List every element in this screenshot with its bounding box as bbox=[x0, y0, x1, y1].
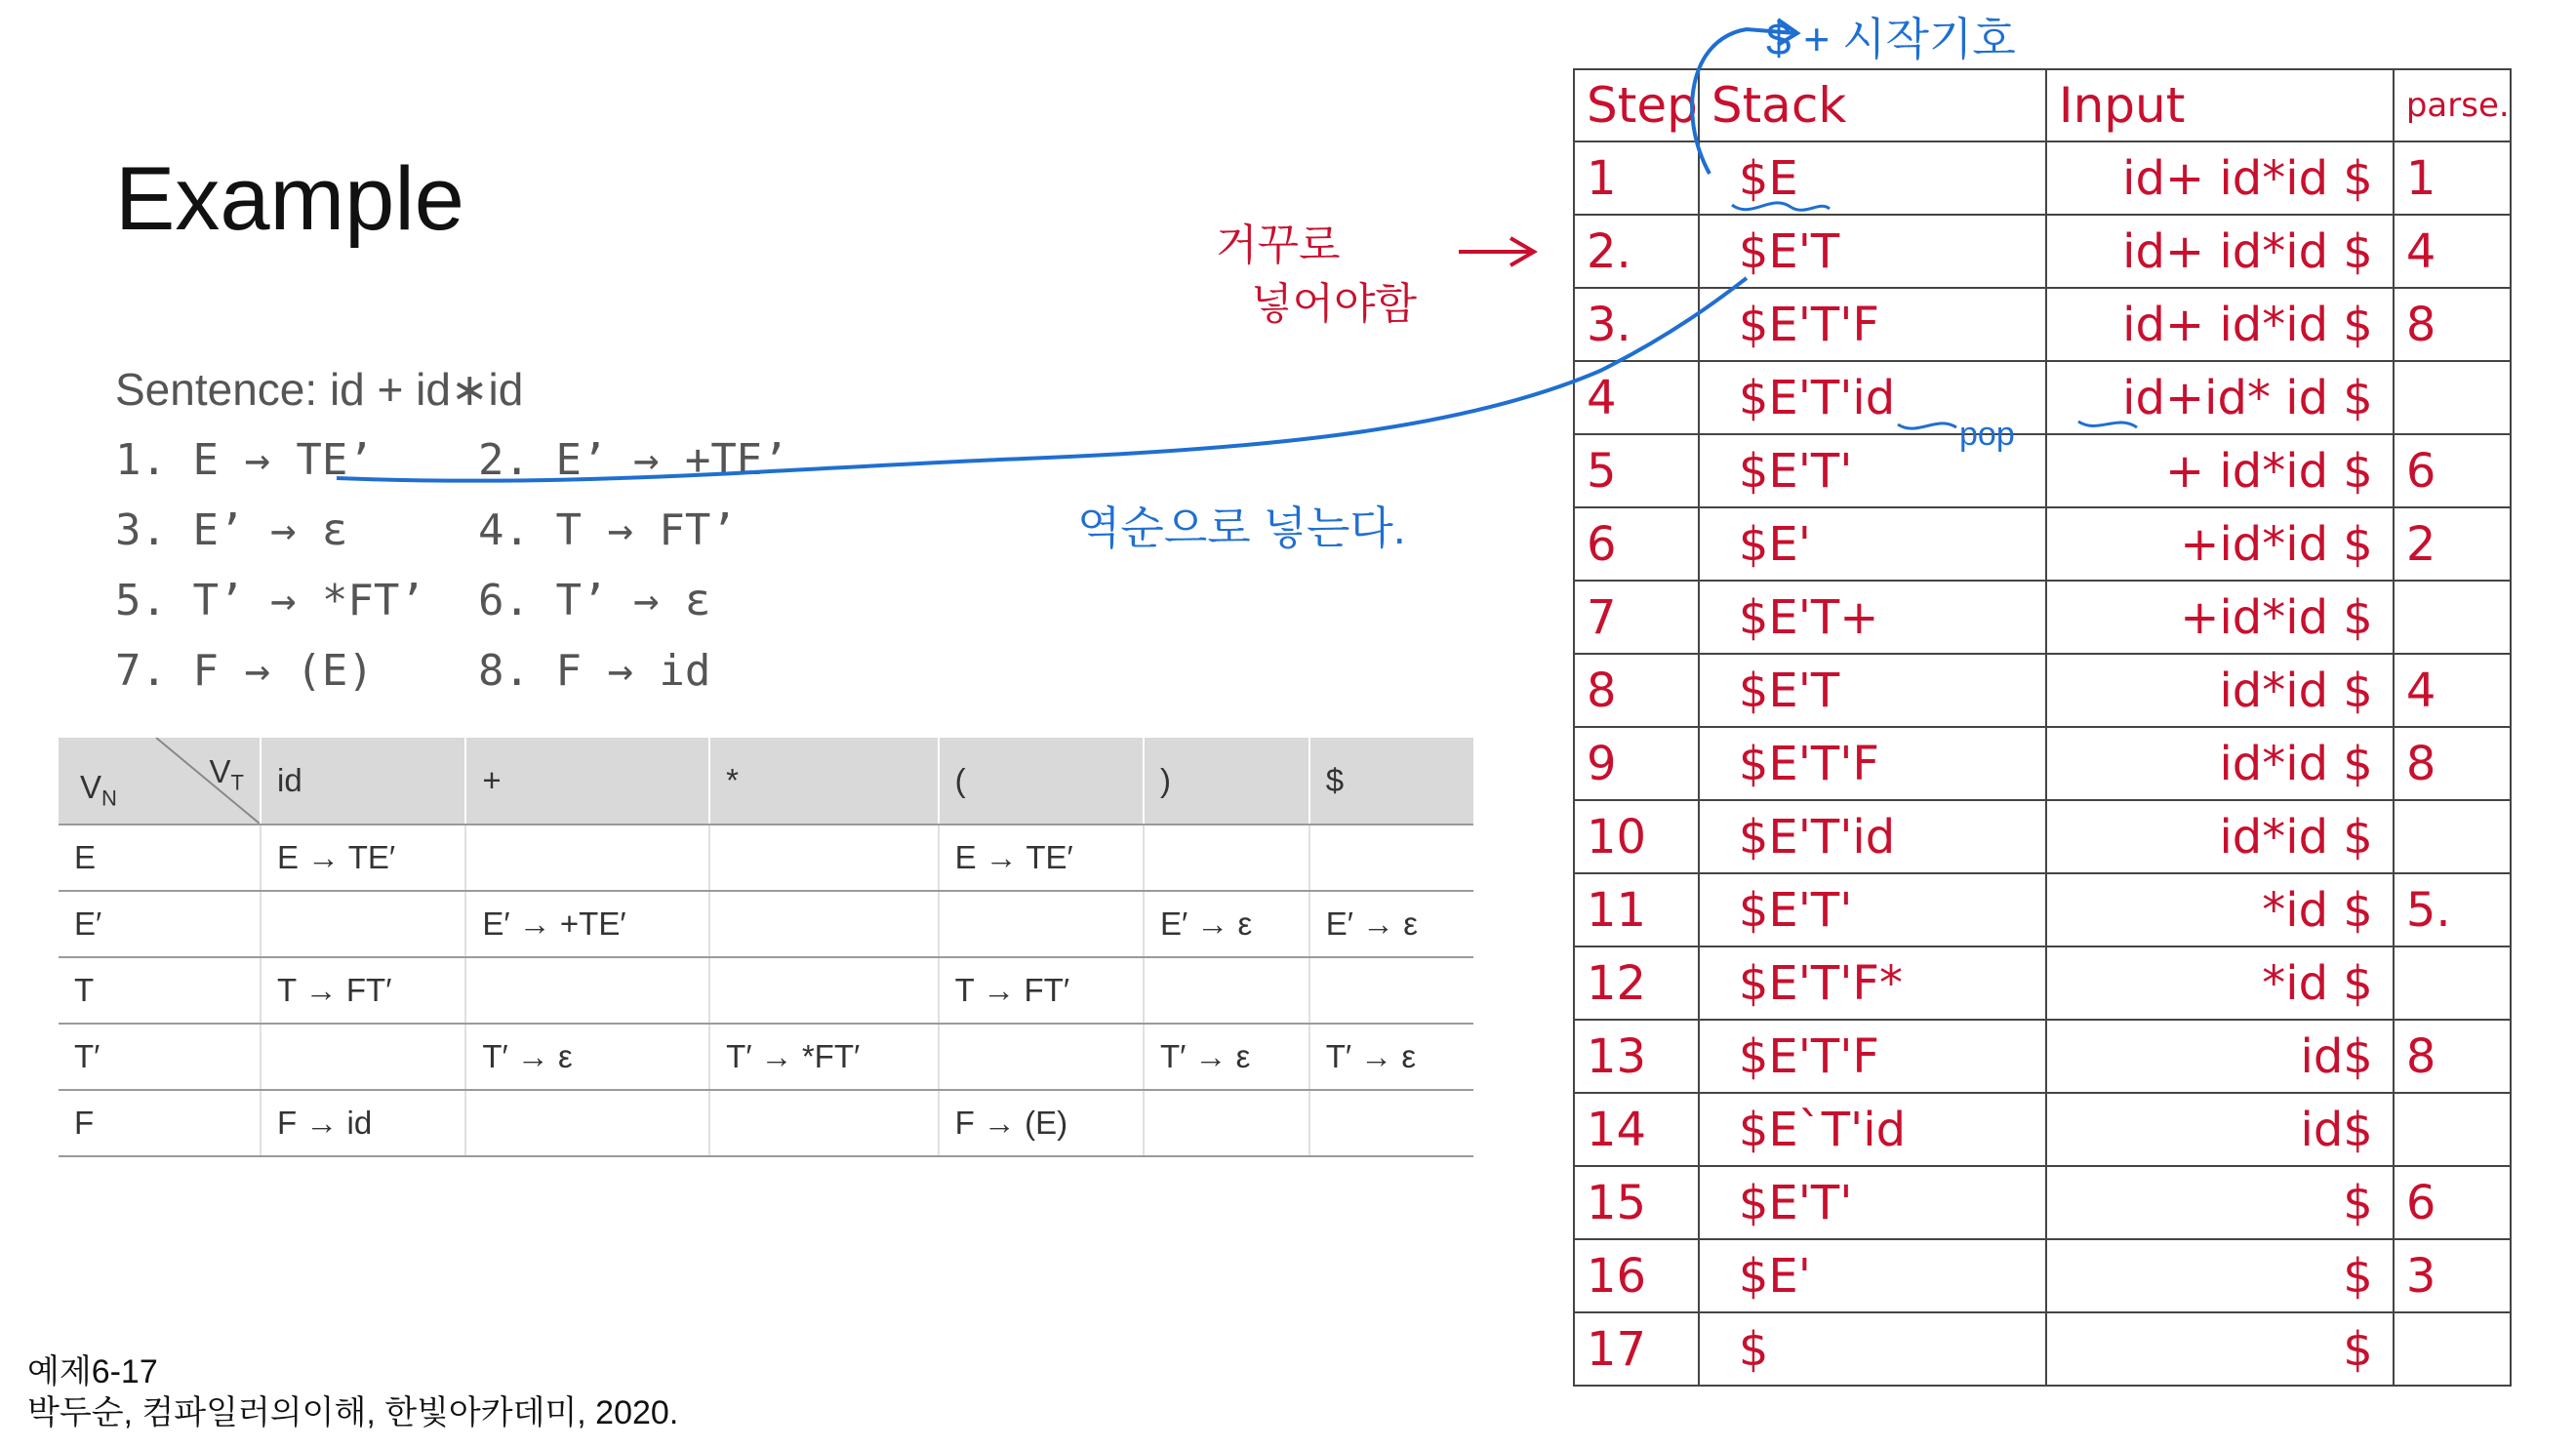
trace-step-cell: 17 bbox=[1574, 1312, 1699, 1386]
trace-input-cell: id+ id*id $ bbox=[2046, 215, 2394, 288]
trace-step-cell: 15 bbox=[1574, 1166, 1699, 1239]
trace-step-cell: 2. bbox=[1574, 215, 1699, 288]
nonterminal-label: $V_N$ bbox=[80, 769, 117, 811]
trace-input-cell: id$ bbox=[2046, 1093, 2394, 1166]
trace-stack-cell: $E'T' bbox=[1699, 434, 2046, 507]
trace-parse-cell: 4 bbox=[2394, 654, 2511, 727]
nonterminal-cell: E bbox=[59, 825, 261, 891]
trace-stack-cell: $E'T' bbox=[1699, 1166, 2046, 1239]
blue-underline-3 bbox=[2078, 422, 2137, 427]
header-lparen: ( bbox=[939, 738, 1144, 825]
trace-input-cell: id+id* id $ bbox=[2046, 361, 2394, 434]
trace-parse-cell: 5. bbox=[2394, 873, 2511, 946]
production-cell: T′ → *FT′ bbox=[709, 1024, 938, 1090]
left-note-line1: 거꾸로 bbox=[1216, 221, 1341, 269]
trace-step-cell: 6 bbox=[1574, 507, 1699, 581]
trace-step-cell: 7 bbox=[1574, 581, 1699, 654]
trace-stack-cell: $E'T+ bbox=[1699, 581, 2046, 654]
top-note: $ + 시작기호 bbox=[1766, 14, 2016, 64]
trace-input-cell: *id $ bbox=[2046, 873, 2394, 946]
production-cell: T′ → ε bbox=[1309, 1024, 1473, 1090]
trace-parse-cell: 1 bbox=[2394, 141, 2511, 215]
nonterminal-cell: E′ bbox=[59, 891, 261, 957]
trace-parse-cell: 6 bbox=[2394, 434, 2511, 507]
production-cell: E′ → ε bbox=[1144, 891, 1309, 957]
blue-underline-2 bbox=[1898, 423, 1956, 428]
source-caption bbox=[27, 1351, 678, 1433]
header-id: id bbox=[261, 738, 465, 825]
trace-parse-cell: 8 bbox=[2394, 1020, 2511, 1093]
grammar-rule-3: 3. E’ → ε bbox=[115, 505, 348, 555]
trace-step-cell: 16 bbox=[1574, 1239, 1699, 1312]
trace-stack-cell: $E' bbox=[1699, 1239, 2046, 1312]
blue-underline-1 bbox=[1732, 203, 1830, 210]
terminal-label: $V_T$ bbox=[209, 753, 244, 795]
trace-step-cell: 3. bbox=[1574, 288, 1699, 361]
trace-step-cell: 4 bbox=[1574, 361, 1699, 434]
production-cell: T → FT′ bbox=[939, 957, 1144, 1024]
caption-line2: 박두순, 컴파일러의이해, 한빛아카데미, 2020. bbox=[27, 1394, 679, 1431]
production-cell: F → (E) bbox=[939, 1090, 1144, 1156]
production-cell: E → TE′ bbox=[261, 825, 465, 891]
header-plus: + bbox=[465, 738, 709, 825]
trace-step-cell: 10 bbox=[1574, 800, 1699, 873]
trace-input-cell: id*id $ bbox=[2046, 800, 2394, 873]
trace-input-cell: $ bbox=[2046, 1312, 2394, 1386]
blue-long-curve bbox=[337, 278, 1747, 481]
trace-input-cell: id*id $ bbox=[2046, 654, 2394, 727]
trace-stack-cell: $E'T' bbox=[1699, 873, 2046, 946]
trace-input-cell: $ bbox=[2046, 1239, 2394, 1312]
reverse-order-note: 역순으로 넣는다. bbox=[1077, 503, 1406, 553]
trace-input-cell: $ bbox=[2046, 1166, 2394, 1239]
trace-stack-cell: $E'T'F bbox=[1699, 288, 2046, 361]
nonterminal-cell: F bbox=[59, 1090, 261, 1156]
grammar-rule-1: 1. E → TE’ bbox=[115, 435, 374, 485]
grammar-rule-7: 7. F → (E) bbox=[115, 646, 374, 696]
trace-stack-cell: $E'T'F bbox=[1699, 1020, 2046, 1093]
grammar-rule-5: 5. T’ → *FT’ bbox=[115, 576, 425, 625]
slide-title: Example bbox=[115, 149, 464, 249]
trace-parse-cell: 8 bbox=[2394, 288, 2511, 361]
trace-input-cell: id$ bbox=[2046, 1020, 2394, 1093]
trace-input-cell: *id $ bbox=[2046, 946, 2394, 1020]
trace-parse-cell: 3 bbox=[2394, 1239, 2511, 1312]
trace-parse-cell: 2 bbox=[2394, 507, 2511, 581]
header-dollar: $ bbox=[1309, 738, 1473, 825]
trace-header-parse: parse. bbox=[2394, 69, 2511, 141]
trace-step-cell: 14 bbox=[1574, 1093, 1699, 1166]
trace-step-cell: 12 bbox=[1574, 946, 1699, 1020]
production-cell: T → FT′ bbox=[261, 957, 465, 1024]
trace-step-cell: 8 bbox=[1574, 654, 1699, 727]
trace-header-input: Input bbox=[2046, 69, 2394, 141]
sentence-text: Sentence: id + id∗id bbox=[115, 364, 524, 415]
grammar-rule-2: 2. E’ → +TE’ bbox=[478, 435, 788, 485]
nonterminal-cell: T′ bbox=[59, 1024, 261, 1090]
trace-stack-cell: $E'T'F* bbox=[1699, 946, 2046, 1020]
trace-input-cell: id+ id*id $ bbox=[2046, 141, 2394, 215]
trace-header-step: Step bbox=[1574, 69, 1699, 141]
production-cell: E′ → +TE′ bbox=[465, 891, 709, 957]
production-cell: E → TE′ bbox=[939, 825, 1144, 891]
grammar-rule-8: 8. F → id bbox=[478, 646, 711, 696]
caption-line1: 예제6-17 bbox=[27, 1353, 158, 1390]
trace-stack-cell: $E' bbox=[1699, 507, 2046, 581]
pop-note: pop bbox=[1959, 416, 2015, 453]
trace-stack-cell: $E'T'id bbox=[1699, 800, 2046, 873]
left-note-line2: 넣어야함 bbox=[1251, 280, 1418, 328]
trace-parse-cell: 4 bbox=[2394, 215, 2511, 288]
production-cell: E′ → ε bbox=[1309, 891, 1473, 957]
trace-step-cell: 9 bbox=[1574, 727, 1699, 800]
header-star: * bbox=[709, 738, 938, 825]
red-arrow bbox=[1459, 238, 1534, 265]
nonterminal-cell: T bbox=[59, 957, 261, 1024]
trace-input-cell: +id*id $ bbox=[2046, 507, 2394, 581]
trace-step-cell: 11 bbox=[1574, 873, 1699, 946]
trace-parse-cell: 6 bbox=[2394, 1166, 2511, 1239]
grammar-rule-6: 6. T’ → ε bbox=[478, 576, 711, 625]
production-cell: F → id bbox=[261, 1090, 465, 1156]
trace-stack-cell: $ bbox=[1699, 1312, 2046, 1386]
trace-input-cell: + id*id $ bbox=[2046, 434, 2394, 507]
trace-step-cell: 13 bbox=[1574, 1020, 1699, 1093]
trace-header-stack: Stack bbox=[1699, 69, 2046, 141]
trace-input-cell: +id*id $ bbox=[2046, 581, 2394, 654]
trace-parse-cell: 8 bbox=[2394, 727, 2511, 800]
trace-stack-cell: $E bbox=[1699, 141, 2046, 215]
production-cell: T′ → ε bbox=[1144, 1024, 1309, 1090]
production-cell: T′ → ε bbox=[465, 1024, 709, 1090]
trace-stack-cell: $E`T'id bbox=[1699, 1093, 2046, 1166]
trace-stack-cell: $E'T bbox=[1699, 215, 2046, 288]
header-rparen: ) bbox=[1144, 738, 1309, 825]
trace-input-cell: id*id $ bbox=[2046, 727, 2394, 800]
trace-stack-cell: $E'T'id bbox=[1699, 361, 2046, 434]
trace-stack-cell: $E'T'F bbox=[1699, 727, 2046, 800]
trace-input-cell: id+ id*id $ bbox=[2046, 288, 2394, 361]
blue-top-arrow bbox=[1692, 20, 1797, 174]
trace-stack-cell: $E'T bbox=[1699, 654, 2046, 727]
trace-step-cell: 1 bbox=[1574, 141, 1699, 215]
trace-step-cell: 5 bbox=[1574, 434, 1699, 507]
grammar-rule-4: 4. T → FT’ bbox=[478, 505, 737, 555]
